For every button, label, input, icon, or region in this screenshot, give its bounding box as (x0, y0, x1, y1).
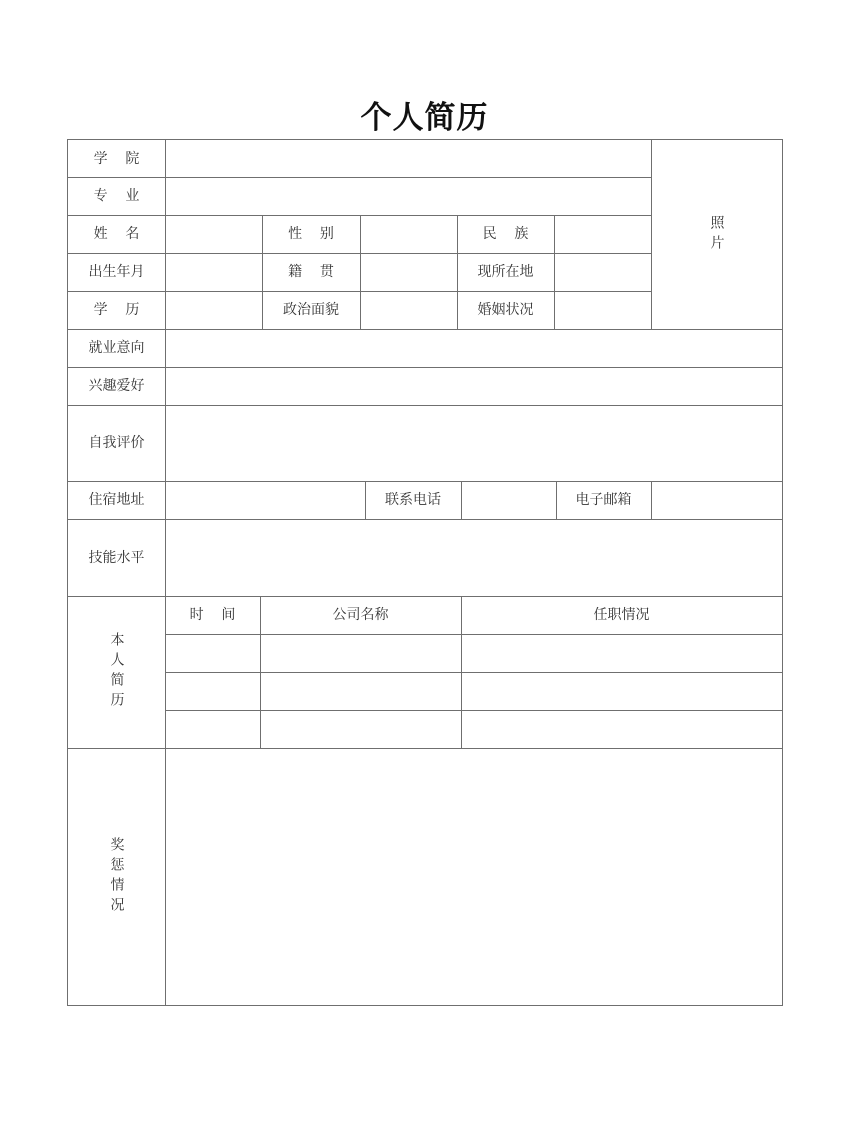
label-ethnicity: 民 族 (482, 226, 529, 242)
column-header-company: 公司名称 (332, 607, 389, 623)
resume-time-cell[interactable] (166, 635, 260, 672)
label-job-intention: 就业意向 (88, 340, 145, 356)
job-intention-field[interactable] (166, 330, 782, 367)
resume-company-cell[interactable] (261, 635, 461, 672)
column-header-position: 任职情况 (593, 607, 650, 623)
label-address: 住宿地址 (88, 492, 145, 508)
resume-position-cell[interactable] (462, 711, 782, 748)
political-status-field[interactable] (361, 292, 457, 329)
photo-placeholder: 照片 (708, 214, 725, 255)
label-phone: 联系电话 (385, 492, 441, 508)
column-header-time: 时 间 (189, 607, 236, 623)
college-field[interactable] (166, 140, 651, 177)
resume-company-cell[interactable] (261, 673, 461, 710)
resume-time-cell[interactable] (166, 711, 260, 748)
education-field[interactable] (166, 292, 262, 329)
label-college: 学 院 (93, 150, 140, 167)
self-evaluation-field[interactable] (166, 406, 782, 481)
label-hobbies: 兴趣爱好 (88, 378, 145, 394)
address-field[interactable] (166, 482, 365, 519)
label-skills: 技能水平 (88, 549, 145, 566)
label-awards-penalties: 奖惩情况 (108, 836, 125, 917)
resume-form (67, 139, 783, 1006)
email-field[interactable] (652, 482, 782, 519)
resume-company-cell[interactable] (261, 711, 461, 748)
label-education: 学 历 (93, 302, 140, 318)
native-place-field[interactable] (361, 254, 457, 291)
page-title: 个人简历 (360, 100, 489, 136)
birth-field[interactable] (166, 254, 262, 291)
label-gender: 性 别 (288, 226, 334, 242)
label-marital-status: 婚姻状况 (477, 302, 534, 318)
label-native-place: 籍 贯 (288, 264, 334, 280)
major-field[interactable] (166, 178, 651, 215)
awards-penalties-field[interactable] (166, 749, 782, 1005)
label-email: 电子邮箱 (575, 492, 632, 508)
label-name: 姓 名 (93, 226, 140, 242)
label-resume-history: 本人简历 (108, 632, 125, 712)
current-location-field[interactable] (555, 254, 651, 291)
ethnicity-field[interactable] (555, 216, 651, 253)
phone-field[interactable] (462, 482, 556, 519)
label-major: 专 业 (93, 188, 140, 204)
name-field[interactable] (166, 216, 262, 253)
label-self-evaluation: 自我评价 (88, 435, 145, 451)
label-political-status: 政治面貌 (283, 302, 339, 318)
marital-status-field[interactable] (555, 292, 651, 329)
skills-field[interactable] (166, 520, 782, 596)
resume-position-cell[interactable] (462, 635, 782, 672)
resume-time-cell[interactable] (166, 673, 260, 710)
resume-position-cell[interactable] (462, 673, 782, 710)
gender-field[interactable] (361, 216, 457, 253)
label-current-location: 现所在地 (477, 264, 534, 280)
label-birth: 出生年月 (88, 264, 145, 280)
hobbies-field[interactable] (166, 368, 782, 405)
